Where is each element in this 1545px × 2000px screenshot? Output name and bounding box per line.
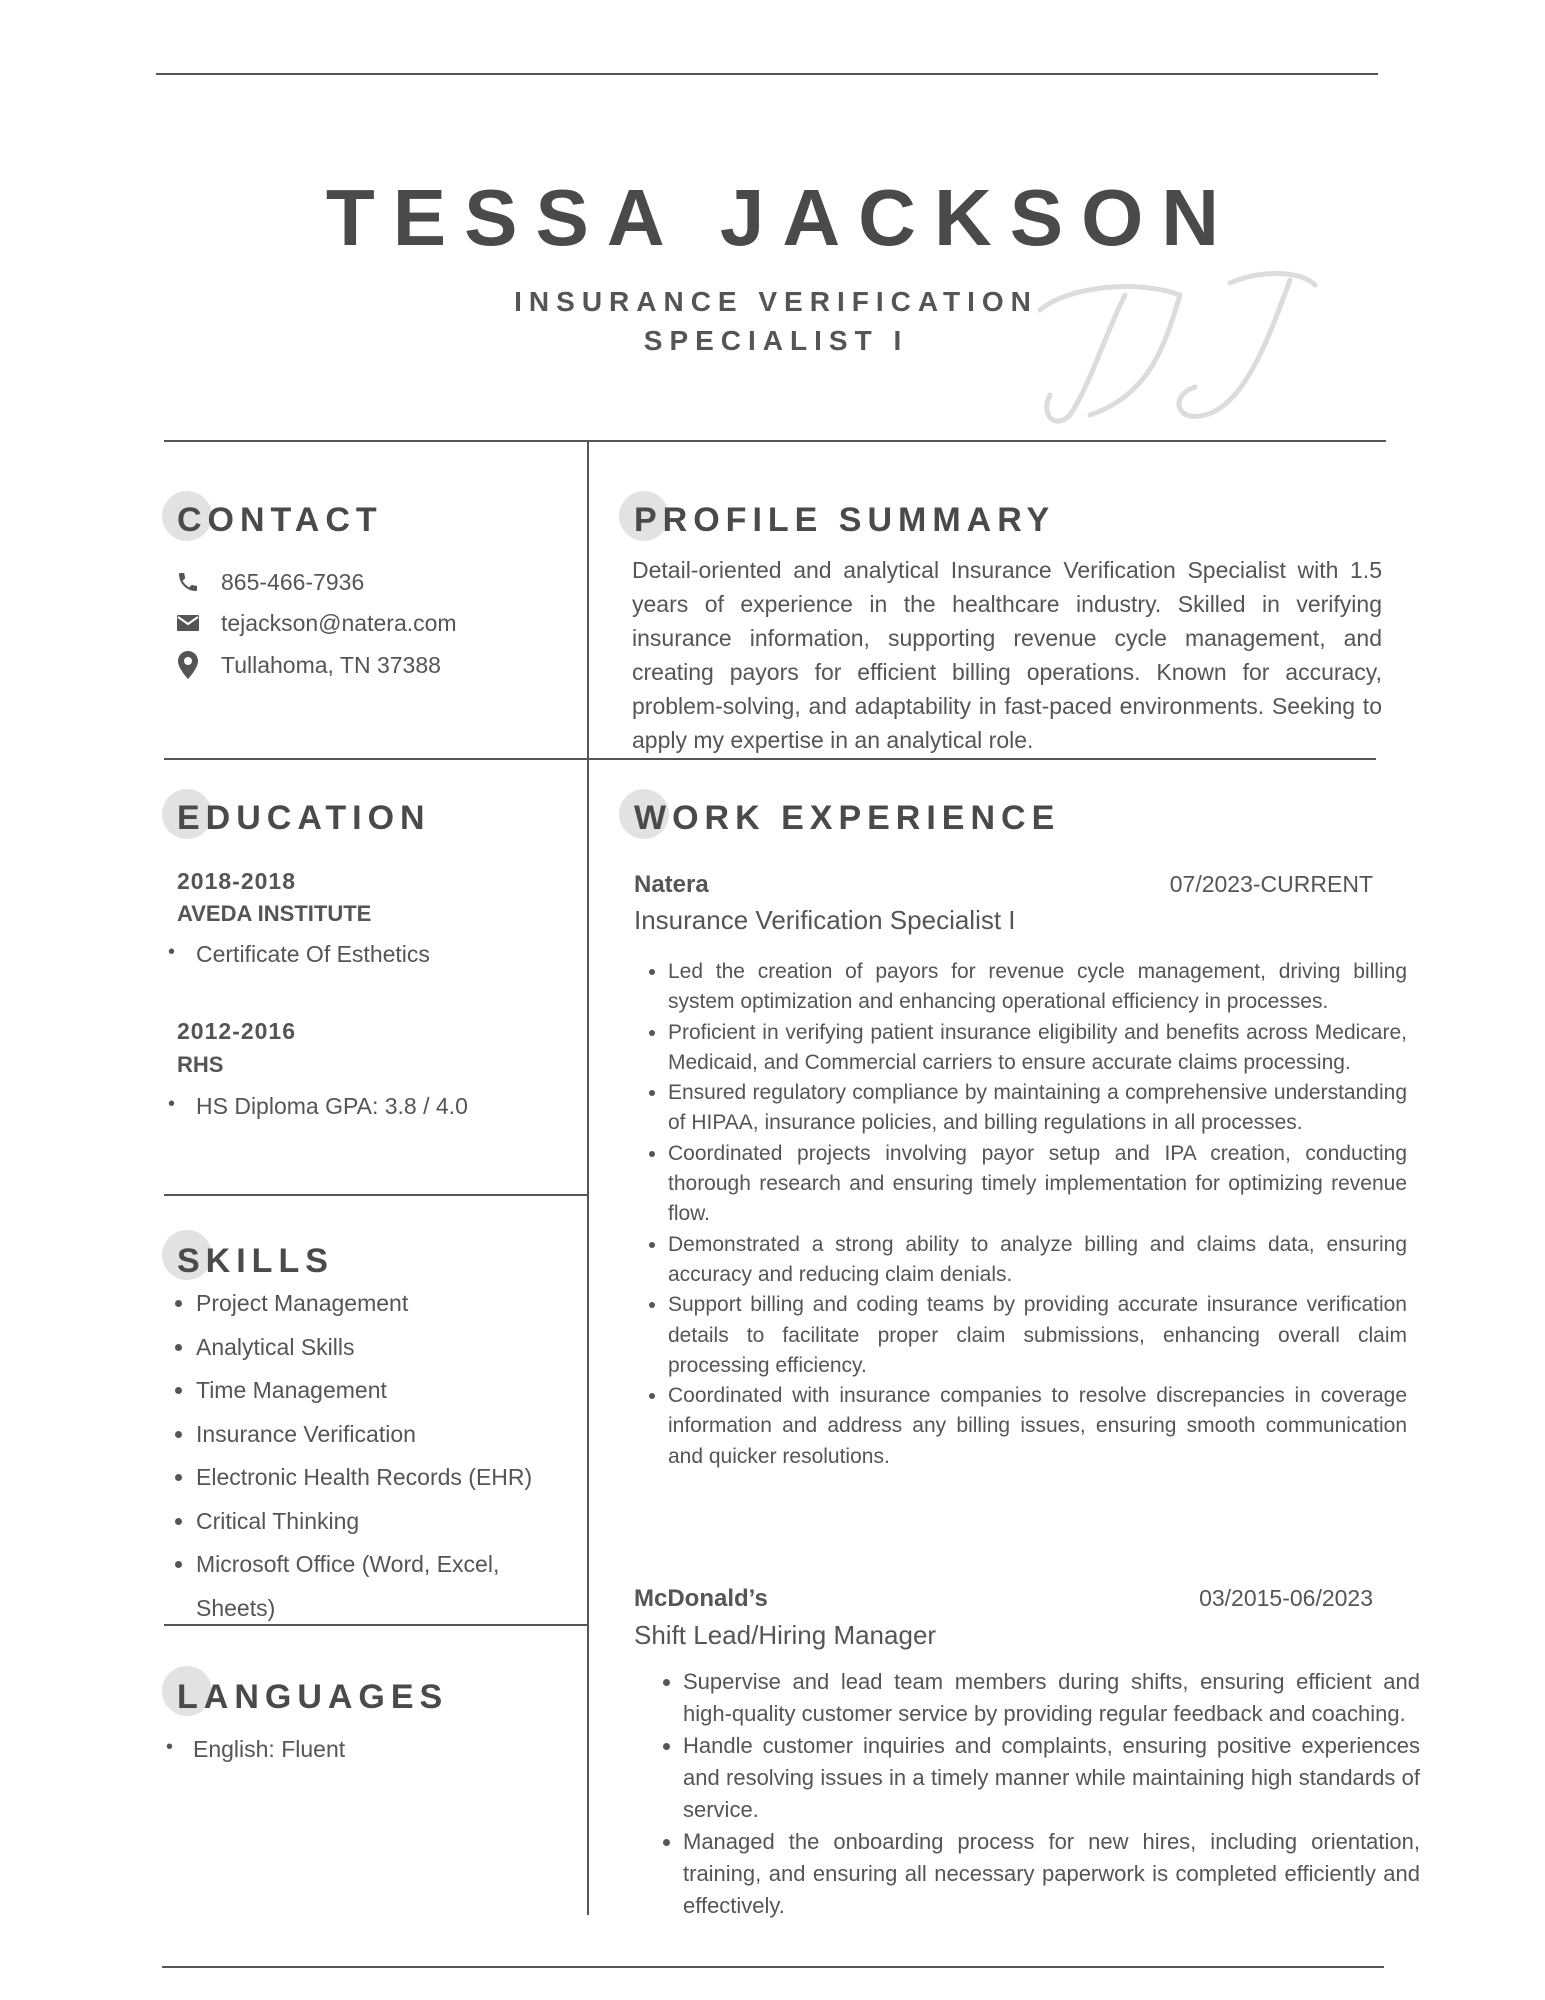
- contact-phone: [175, 567, 364, 597]
- skill-item: • Insurance Verification: [196, 1413, 596, 1457]
- candidate-name: TESSA JACKSON: [325, 173, 1238, 262]
- language-item: • English: Fluent: [193, 1736, 345, 1763]
- skill-item: • Time Management: [196, 1369, 596, 1413]
- education-years-1: 2018-2018: [177, 868, 296, 894]
- job-bullet: • Managed the onboarding process for new hires, including orientation, training, and ensuring all necessary paperwork is completed efficiently and effectively.: [683, 1826, 1420, 1922]
- skills-list: [168, 1282, 596, 1630]
- job-title-line-1: INSURANCE VERIFICATION: [514, 286, 1038, 317]
- job-title-line-2: SPECIALIST I: [643, 325, 909, 356]
- job-bullet: • Supervise and lead team members during shifts, ensuring efficient and high-quality customer service by providing regular feedback and coaching.: [683, 1666, 1420, 1730]
- education-detail-1: • Certificate Of Esthetics: [196, 941, 430, 968]
- contact-phone-text: 865-466-7936: [221, 568, 365, 595]
- job-bullet: • Led the creation of payors for revenue cycle management, driving billing system optimization and enhancing operational efficiency in processes.: [668, 957, 1407, 1018]
- job-bullet: • Handle customer inquiries and complaints, ensuring positive experiences and resolving issues in a timely manner while maintaining high standards of service.: [683, 1730, 1420, 1826]
- education-school-2: RHS: [177, 1052, 224, 1077]
- skill-item: • Electronic Health Records (EHR): [196, 1456, 596, 1500]
- job-role-1: Insurance Verification Specialist I: [634, 905, 1016, 935]
- map-pin-icon: [175, 652, 201, 678]
- header-rule: [164, 440, 1386, 442]
- contact-heading: CONTACT: [177, 501, 383, 539]
- phone-icon: [175, 569, 201, 595]
- skill-item: • Analytical Skills: [196, 1326, 596, 1370]
- profile-summary-text: Detail-oriented and analytical Insurance Verification Specialist with 1.5 years of experience in the healthcare industry. Skilled in verifying insurance information, supporting revenue cycle management, and creating payors for efficient billing operations. Known for accuracy, problem-solving, and adaptability in fast-paced environments. Seeking to apply my expertise in an analytical role.: [632, 557, 1382, 753]
- skills-heading: SKILLS: [177, 1242, 334, 1280]
- top-rule: [156, 73, 1378, 75]
- contact-location-text: Tullahoma, TN 37388: [221, 651, 441, 678]
- work-heading: WORK EXPERIENCE: [634, 799, 1061, 837]
- job-bullets-1: [634, 957, 1407, 1472]
- contact-location: [175, 650, 441, 680]
- contact-email-text: tejackson@natera.com: [221, 609, 457, 636]
- education-heading: EDUCATION: [177, 799, 431, 837]
- job-bullet: • Ensured regulatory compliance by maintaining a comprehensive understanding of HIPAA, insurance policies, and billing regulations in all processes.: [668, 1078, 1407, 1139]
- job-bullet: • Coordinated with insurance companies to resolve discrepancies in coverage information and address any billing issues, ensuring smooth communication and quicker resolutions.: [668, 1381, 1407, 1472]
- job-company-1: Natera: [634, 871, 709, 898]
- job-company-2: McDonald’s: [634, 1585, 768, 1612]
- profile-heading: PROFILE SUMMARY: [634, 501, 1056, 539]
- job-dates-1: 07/2023-CURRENT: [1169, 871, 1373, 897]
- section-rule-right-1: [588, 758, 1376, 760]
- education-years-2: 2012-2016: [177, 1018, 296, 1044]
- bottom-rule: [162, 1966, 1384, 1968]
- skill-item: • Critical Thinking: [196, 1500, 596, 1544]
- languages-heading: LANGUAGES: [177, 1678, 449, 1716]
- job-role-2: Shift Lead/Hiring Manager: [634, 1620, 937, 1650]
- column-divider: [587, 440, 589, 1915]
- contact-email: [175, 608, 457, 638]
- education-school-1: AVEDA INSTITUTE: [177, 901, 372, 926]
- job-bullet: • Coordinated projects involving payor setup and IPA creation, conducting thorough research and ensuring timely implementation for optimizing revenue flow.: [668, 1139, 1407, 1230]
- job-bullet: • Demonstrated a strong ability to analyze billing and claims data, ensuring accuracy and reducing claim denials.: [668, 1230, 1407, 1291]
- skill-item: • Microsoft Office (Word, Excel, Sheets): [196, 1543, 526, 1630]
- section-rule-left-1: [164, 758, 588, 760]
- job-bullets-2: [649, 1666, 1420, 1922]
- education-detail-2: • HS Diploma GPA: 3.8 / 4.0: [196, 1093, 468, 1120]
- job-bullet: • Proficient in verifying patient insurance eligibility and benefits across Medicare, Medicaid, and Commercial carriers to ensure accurate claims processing.: [668, 1018, 1407, 1079]
- envelope-icon: [175, 610, 201, 636]
- job-dates-2: 03/2015-06/2023: [1199, 1585, 1373, 1611]
- job-bullet: • Support billing and coding teams by providing accurate insurance verification details to facilitate proper claim submissions, enhancing overall claim processing efficiency.: [668, 1290, 1407, 1381]
- monogram-logo: [1030, 265, 1330, 430]
- section-rule-left-2: [164, 1194, 588, 1196]
- skill-item: • Project Management: [196, 1282, 596, 1326]
